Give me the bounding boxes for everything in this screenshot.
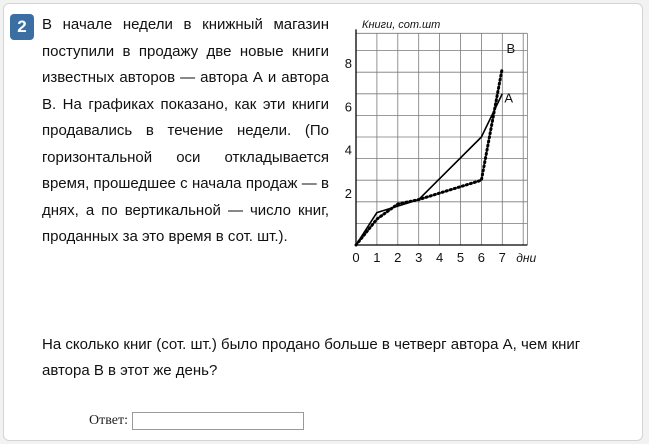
- question-text: На сколько книг (сот. шт.) было продано больше в четверг автора А, чем книг автора В в этот же день?: [42, 336, 581, 379]
- x-axis-label: дни: [516, 251, 537, 265]
- y-tick-label: 8: [344, 56, 352, 72]
- y-tick-label: 2: [344, 185, 352, 201]
- sales-chart: [334, 16, 549, 271]
- y-axis-label: Книги, сот.шт: [362, 19, 441, 31]
- x-tick-label: 6: [477, 250, 486, 265]
- x-tick-label: 5: [456, 250, 465, 265]
- problem-text: В начале недели в книжный магазин поступили в продажу две новые книги известных авторов — автора А и автора В. На графиках показано, как эти книги продавались в течение недели. (По горизонтальной оси откладывается время, прошедшее с начала продаж — в днях, а по вертикальной — число книг, проданных за это время в сот. шт.).: [42, 16, 329, 245]
- x-tick-label: 3: [415, 250, 423, 265]
- answer-row: [89, 412, 304, 430]
- series-label-2: В: [506, 40, 516, 56]
- series-label-1: А: [504, 90, 514, 106]
- task-card: [3, 3, 643, 441]
- task-number-badge: 2: [10, 14, 34, 40]
- x-tick-label: 7: [498, 250, 506, 265]
- answer-input[interactable]: [132, 412, 304, 430]
- x-tick-label: 4: [435, 250, 444, 265]
- x-tick-label: 1: [373, 250, 381, 265]
- series-line-1: [356, 94, 502, 245]
- answer-label: Ответ:: [89, 413, 128, 428]
- series-line-2: [356, 68, 502, 245]
- y-tick-label: 6: [344, 99, 352, 115]
- y-tick-label: 4: [344, 142, 352, 158]
- x-tick-label: 2: [394, 250, 402, 265]
- x-tick-label: 0: [352, 250, 360, 265]
